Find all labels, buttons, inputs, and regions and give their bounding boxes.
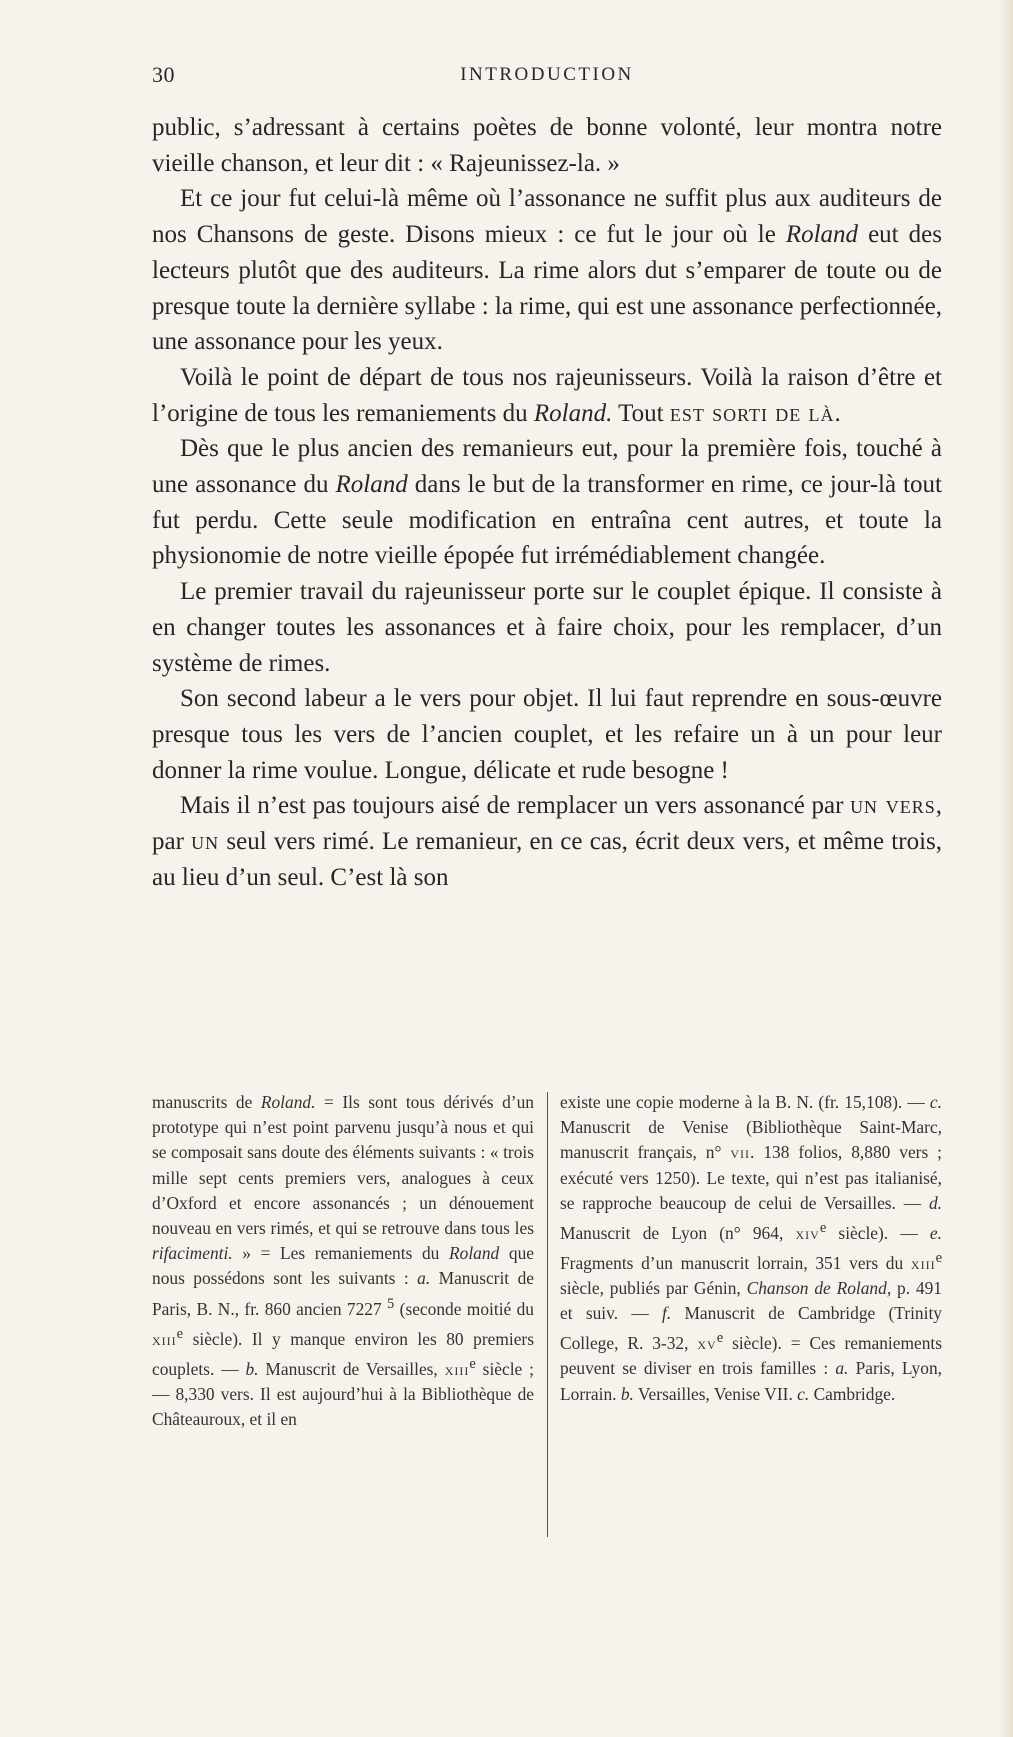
superscript: e (176, 1325, 184, 1342)
text-span: Fragments d’un manuscrit lorrain, 351 vers du (560, 1252, 911, 1273)
italic-text: c. (929, 1092, 942, 1112)
italic-text: b. (245, 1358, 259, 1379)
footnotes (152, 1090, 942, 1537)
column-divider (547, 1092, 548, 1537)
text-span: Son second labeur a le vers pour objet. Il lui faut reprendre en sous-œuvre presque tous les vers de l’ancien couplet, et les refaire un à un pour leur donner la rime voulue. Longue, délicate et rude besogne ! (152, 685, 942, 784)
footnote-text (560, 1090, 942, 1407)
text-span: siècle). = Ces remaniements peuvent se diviser en trois familles : (560, 1333, 942, 1379)
italic-text: f. (662, 1303, 672, 1324)
text-span: Manuscrit de Venise (Bibliothèque Saint-Marc, manuscrit français, n° (560, 1117, 942, 1163)
superscript: e (469, 1355, 476, 1372)
italic-text: Roland (449, 1243, 500, 1264)
text-span: p. 491 et suiv. — (560, 1278, 942, 1324)
text-span: Manuscrit de Lyon (n° 964, (560, 1222, 796, 1243)
main-text (152, 110, 942, 895)
text-span: Manuscrit de Cambridge (Trinity College, R. 3-32, (560, 1303, 942, 1354)
running-head (152, 62, 942, 90)
italic-title: Roland (335, 471, 408, 499)
text-span: . 138 folios, 8,880 vers ; exécuté vers 1250). Le texte, qui n’est pas italianisé, se rapproche beaucoup de celui de Versailles. — (560, 1142, 942, 1213)
paragraph-1 (152, 110, 942, 181)
superscript: e (819, 1220, 827, 1237)
superscript: 5 (387, 1295, 395, 1312)
text-span: Voilà le point de départ de tous nos rajeunisseurs. Voilà la raison d’être et l’origine de tous les remaniements du (152, 363, 942, 427)
text-span: dans le but de la transformer en rime, ce jour-là tout fut perdu. Cette seule modification en entraîna cent autres, et toute la physionomie de notre vieille épopée fut irrémédiablement changée. (152, 471, 942, 570)
text-span: siècle). — (826, 1222, 930, 1243)
small-caps-text: vii (730, 1142, 751, 1163)
small-caps-text: xiii (910, 1252, 936, 1273)
paragraph-6 (152, 681, 942, 788)
text-span: (seconde moitié du (394, 1298, 534, 1319)
text-span: Versailles, Venise VII. (633, 1383, 798, 1404)
text-span: eut des lecteurs plutôt que des auditeurs. La rime alors dut s’emparer de toute ou de presque toute la dernière syllabe : la rime, qui est une assonance perfectionnée, une assonance pour les yeux. (152, 221, 942, 356)
small-caps-text: xv (697, 1333, 717, 1354)
italic-title: Roland (785, 221, 859, 249)
page-number: 30 (152, 62, 175, 87)
text-span: Tout (612, 399, 670, 427)
running-title: INTRODUCTION (460, 64, 634, 85)
italic-text: b. (620, 1383, 634, 1404)
italic-title: Roland. (533, 399, 613, 427)
italic-text: a. (417, 1268, 431, 1289)
text-span: Cambridge. (809, 1383, 896, 1404)
footnote-column-left (152, 1090, 534, 1537)
text-span: Manuscrit de Versailles, (258, 1358, 445, 1379)
footnote-text (152, 1090, 534, 1432)
page-edge-shadow (999, 0, 1013, 1737)
text-span: Dès que le plus ancien des remanieurs eut, pour la première fois, touché à une assonance du (152, 435, 942, 499)
text-span: public, s’adressant à certains poètes de bonne volonté, leur montra notre vieille chanson, et leur dit : « Rajeunissez-la. » (152, 114, 942, 177)
text-span: Le premier travail du rajeunisseur porte sur le couplet épique. Il consiste à en changer toutes les assonances et à faire choix, pour les remplacer, d’un système de rimes. (152, 578, 942, 677)
text-span: , par (152, 792, 942, 856)
footnote-column-right (560, 1090, 942, 1537)
text-span: siècle). Il y manque environ les 80 premiers couplets. — (152, 1328, 534, 1379)
text-span: siècle, publiés par Génin, (560, 1278, 747, 1299)
paragraph-5 (152, 574, 942, 681)
text-span: manuscrits de (152, 1092, 261, 1112)
text-span: = Ils sont tous dérivés d’un prototype qui n’est point parvenu jusqu’à nous et qui se composait sans doute des éléments suivants : « trois mille sept cents premiers vers, analogues à ceux d’Oxford et encore assonancés ; un dénouement nouveau en vers rimés, et qui se retrouve dans tous les (152, 1092, 534, 1239)
small-caps-text: xiii (152, 1328, 177, 1349)
text-span: seul vers rimé. Le remanieur, en ce cas, écrit deux vers, et même trois, au lieu d’un seul. C’est là son (152, 828, 942, 891)
text-span: Manuscrit de Paris, B. N., fr. 860 ancien 7227 (152, 1268, 534, 1319)
paragraph-7 (152, 788, 942, 895)
small-caps-text: xiv (795, 1222, 820, 1243)
small-caps-text: est sorti de là. (669, 399, 842, 427)
text-span: Et ce jour fut celui-là même où l’assonance ne suffit plus aux auditeurs de nos Chansons de geste. Disons mieux : ce fut le jour où le (152, 185, 942, 249)
paragraph-4 (152, 431, 942, 574)
text-span: que nous possédons sont les suivants : (152, 1243, 534, 1289)
italic-text: d. (928, 1192, 942, 1213)
italic-text: Chanson de Roland, (746, 1278, 892, 1299)
text-span: » = Les remaniements du (232, 1243, 449, 1264)
paragraph-3 (152, 360, 942, 431)
italic-text: e. (929, 1222, 942, 1243)
small-caps-text: xiii (444, 1358, 470, 1379)
superscript: e (716, 1330, 724, 1347)
italic-text: rifacimenti. (152, 1243, 233, 1264)
text-span: siècle ; — 8,330 vers. Il est aujourd’hui à la Bibliothèque de Châteauroux, et il en (152, 1358, 534, 1429)
text-span: Paris, Lyon, Lorrain. (560, 1358, 942, 1404)
italic-text: a. (835, 1358, 849, 1379)
superscript: e (935, 1250, 942, 1267)
text-span: Mais il n’est pas toujours aisé de remplacer un vers assonancé par (180, 792, 851, 820)
italic-text: c. (797, 1383, 810, 1404)
small-caps-text: un (191, 828, 220, 856)
paragraph-2 (152, 181, 942, 360)
small-caps-text: un vers (850, 792, 936, 820)
text-span: existe une copie moderne à la B. N. (fr. 15,108). — (560, 1092, 930, 1112)
italic-text: Roland. (260, 1092, 316, 1112)
